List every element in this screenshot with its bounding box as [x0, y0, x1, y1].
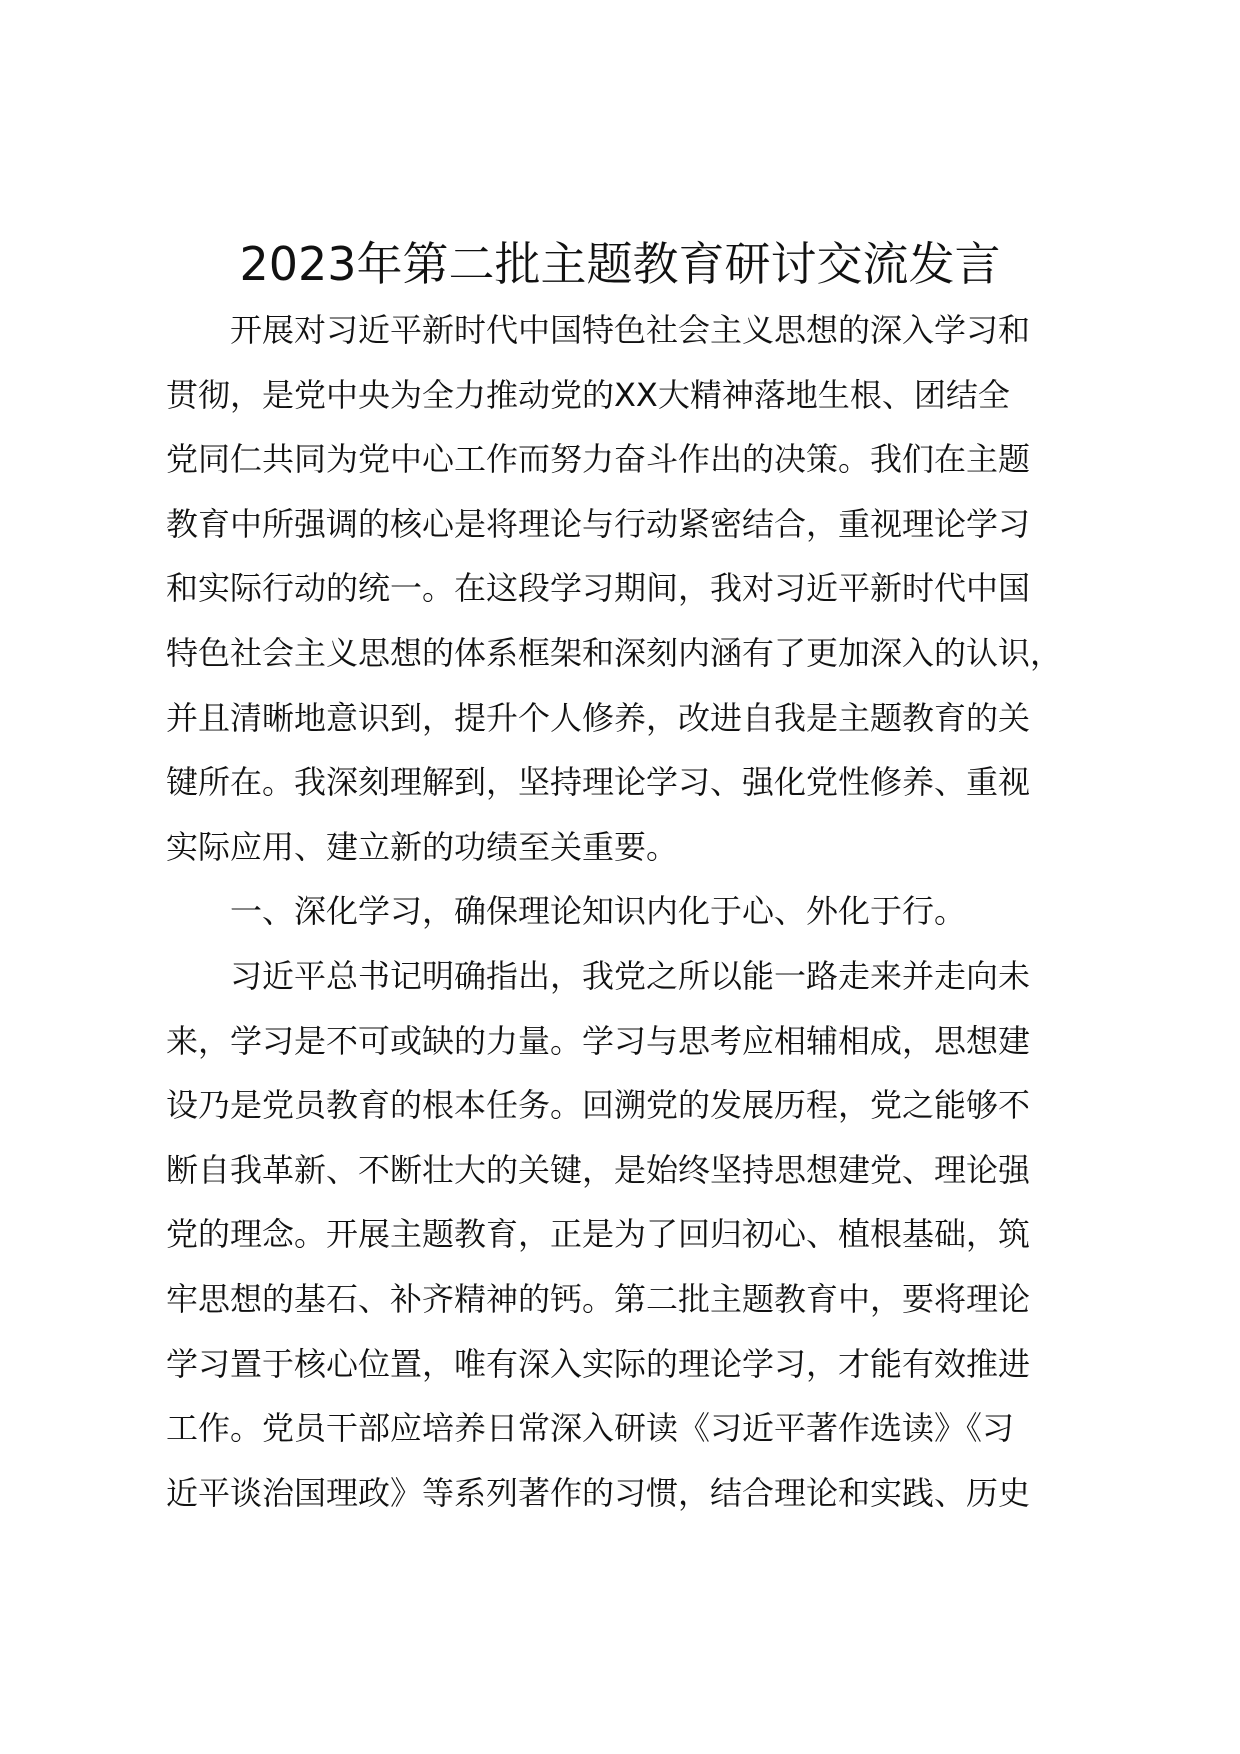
section-heading: 一、深化学习，确保理论知识内化于心、外化于行。 [230, 892, 967, 931]
paragraph-line: 和实际行动的统一。在这段学习期间，我对习近平新时代中国 [166, 569, 1031, 608]
paragraph-line: 开展对习近平新时代中国特色社会主义思想的深入学习和 [230, 311, 1031, 349]
paragraph-line: 并且清晰地意识到，提升个人修养，改进自我是主题教育的关 [166, 698, 1031, 737]
paragraph-line: 教育中所强调的核心是将理论与行动紧密结合，重视理论学习 [166, 504, 1031, 543]
paragraph-line: 贯彻，是党中央为全力推动党的XX大精神落地生根、团结全 [166, 375, 1010, 414]
paragraph-line: 设乃是党员教育的根本任务。回溯党的发展历程，党之能够不 [166, 1086, 1031, 1125]
paragraph-line: 来，学习是不可或缺的力量。学习与思考应相辅相成，思想建 [166, 1021, 1031, 1060]
paragraph-line: 牢思想的基石、补齐精神的钙。第二批主题教育中，要将理论 [166, 1279, 1031, 1318]
paragraph-line: 近平谈治国理政》等系列著作的习惯，结合理论和实践、历史 [166, 1473, 1031, 1512]
paragraph-line: 学习置于核心位置，唯有深入实际的理论学习，才能有效推进 [166, 1344, 1031, 1383]
paragraph-line: 断自我革新、不断壮大的关键，是始终坚持思想建党、理论强 [166, 1150, 1031, 1189]
document-title: 2023年第二批主题教育研讨交流发言 [239, 237, 1001, 291]
paragraph-line: 习近平总书记明确指出，我党之所以能一路走来并走向未 [230, 956, 1031, 995]
paragraph-line: 特色社会主义思想的体系框架和深刻内涵有了更加深入的认识， [166, 633, 1063, 672]
paragraph-line: 党的理念。开展主题教育，正是为了回归初心、植根基础，筑 [166, 1215, 1031, 1254]
paragraph-line: 键所在。我深刻理解到，坚持理论学习、强化党性修养、重视 [166, 763, 1031, 802]
paragraph-line: 工作。党员干部应培养日常深入研读《习近平著作选读》《习 [166, 1409, 1015, 1448]
paragraph-line: 党同仁共同为党中心工作而努力奋斗作出的决策。我们在主题 [166, 440, 1031, 479]
document-body [166, 298, 1086, 1525]
paragraph-line: 实际应用、建立新的功绩至关重要。 [166, 827, 679, 866]
